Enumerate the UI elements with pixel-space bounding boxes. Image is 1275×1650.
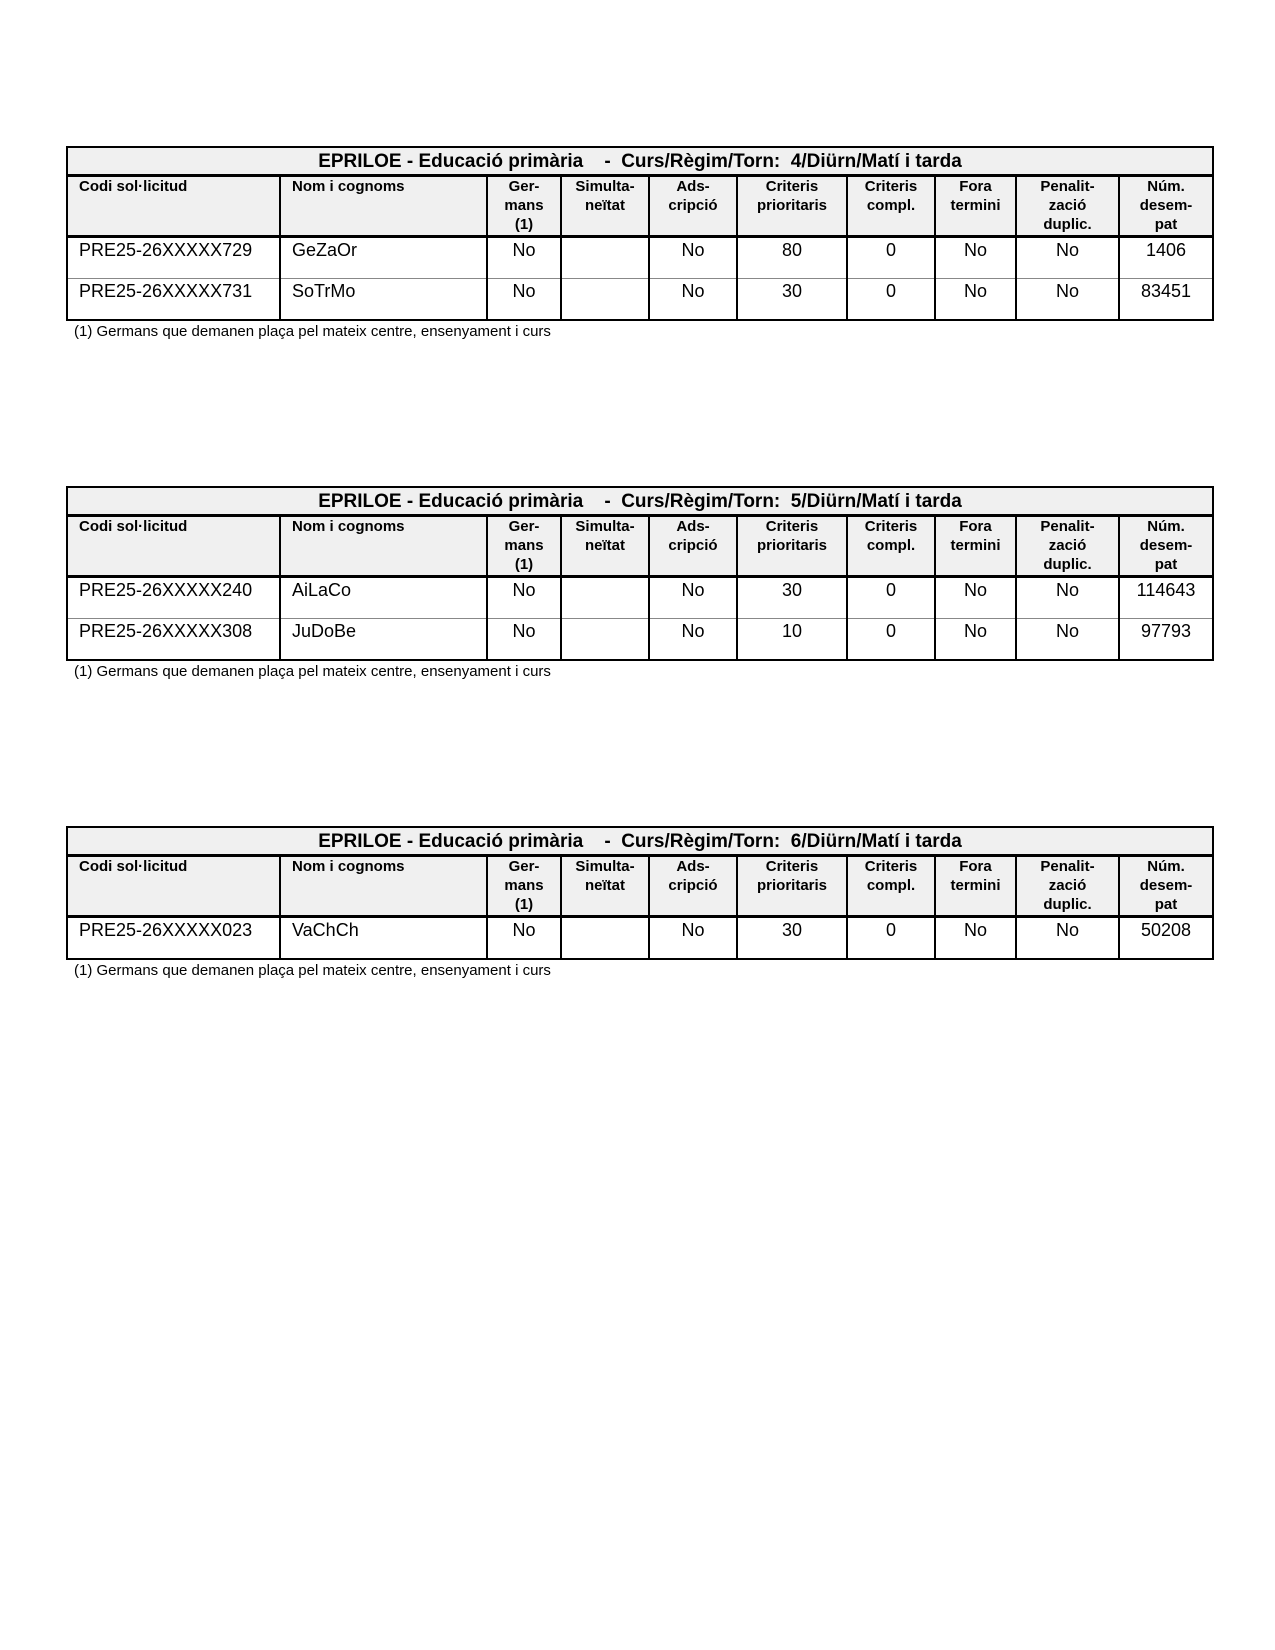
cell-codi: PRE25-26XXXXX729 (67, 237, 280, 279)
cell-penalitzacio: No (1016, 237, 1119, 279)
header-germans: Ger- mans (1) (487, 516, 561, 577)
cell-codi: PRE25-26XXXXX731 (67, 279, 280, 321)
header-criteris-prioritaris: Criteris prioritaris (737, 856, 847, 917)
cell-nom: JuDoBe (280, 619, 487, 661)
cell-criteris-compl: 0 (847, 917, 935, 960)
results-table (66, 146, 1214, 321)
header-criteris-prioritaris: Criteris prioritaris (737, 176, 847, 237)
cell-criteris-compl: 0 (847, 279, 935, 321)
header-penalitzacio: Penalit- zació duplic. (1016, 176, 1119, 237)
header-num-desempat: Núm. desem- pat (1119, 176, 1213, 237)
cell-fora-termini: No (935, 237, 1016, 279)
cell-simultaneitat (561, 237, 649, 279)
header-criteris-compl: Criteris compl. (847, 516, 935, 577)
table-section-3 (66, 826, 1212, 980)
table-section-1 (66, 146, 1212, 341)
header-nom: Nom i cognoms (280, 176, 487, 237)
header-simultaneitat: Simulta- neïtat (561, 516, 649, 577)
header-codi: Codi sol·licitud (67, 516, 280, 577)
table-title: EPRILOE - Educació primària - Curs/Règim/Torn: 5/Diürn/Matí i tarda (67, 487, 1213, 516)
cell-num-desempat: 83451 (1119, 279, 1213, 321)
cell-num-desempat: 97793 (1119, 619, 1213, 661)
table-row (67, 279, 1213, 321)
cell-fora-termini: No (935, 279, 1016, 321)
header-fora-termini: Fora termini (935, 516, 1016, 577)
cell-germans: No (487, 237, 561, 279)
header-criteris-prioritaris: Criteris prioritaris (737, 516, 847, 577)
cell-simultaneitat (561, 619, 649, 661)
cell-simultaneitat (561, 279, 649, 321)
cell-adscripcio: No (649, 237, 737, 279)
table-section-2 (66, 486, 1212, 681)
cell-criteris-prioritaris: 30 (737, 279, 847, 321)
header-fora-termini: Fora termini (935, 856, 1016, 917)
table-row (67, 577, 1213, 619)
header-nom: Nom i cognoms (280, 856, 487, 917)
cell-penalitzacio: No (1016, 279, 1119, 321)
table-row (67, 237, 1213, 279)
header-adscripcio: Ads- cripció (649, 856, 737, 917)
cell-penalitzacio: No (1016, 577, 1119, 619)
cell-criteris-compl: 0 (847, 619, 935, 661)
cell-codi: PRE25-26XXXXX023 (67, 917, 280, 960)
table-row (67, 917, 1213, 960)
header-penalitzacio: Penalit- zació duplic. (1016, 856, 1119, 917)
cell-adscripcio: No (649, 619, 737, 661)
footnote: (1) Germans que demanen plaça pel mateix centre, ensenyament i curs (74, 962, 551, 979)
header-adscripcio: Ads- cripció (649, 516, 737, 577)
cell-fora-termini: No (935, 577, 1016, 619)
header-codi: Codi sol·licitud (67, 856, 280, 917)
table-row (67, 619, 1213, 661)
header-nom: Nom i cognoms (280, 516, 487, 577)
header-penalitzacio: Penalit- zació duplic. (1016, 516, 1119, 577)
cell-fora-termini: No (935, 917, 1016, 960)
cell-nom: GeZaOr (280, 237, 487, 279)
cell-num-desempat: 1406 (1119, 237, 1213, 279)
results-table (66, 826, 1214, 960)
header-criteris-compl: Criteris compl. (847, 856, 935, 917)
cell-num-desempat: 114643 (1119, 577, 1213, 619)
cell-codi: PRE25-26XXXXX308 (67, 619, 280, 661)
cell-criteris-prioritaris: 10 (737, 619, 847, 661)
header-adscripcio: Ads- cripció (649, 176, 737, 237)
header-num-desempat: Núm. desem- pat (1119, 856, 1213, 917)
results-table (66, 486, 1214, 661)
cell-criteris-prioritaris: 80 (737, 237, 847, 279)
table-title: EPRILOE - Educació primària - Curs/Règim/Torn: 6/Diürn/Matí i tarda (67, 827, 1213, 856)
cell-germans: No (487, 619, 561, 661)
cell-criteris-prioritaris: 30 (737, 917, 847, 960)
header-simultaneitat: Simulta- neïtat (561, 176, 649, 237)
cell-nom: AiLaCo (280, 577, 487, 619)
header-num-desempat: Núm. desem- pat (1119, 516, 1213, 577)
cell-penalitzacio: No (1016, 917, 1119, 960)
cell-criteris-compl: 0 (847, 577, 935, 619)
cell-penalitzacio: No (1016, 619, 1119, 661)
cell-criteris-prioritaris: 30 (737, 577, 847, 619)
cell-germans: No (487, 577, 561, 619)
cell-criteris-compl: 0 (847, 237, 935, 279)
cell-adscripcio: No (649, 577, 737, 619)
header-simultaneitat: Simulta- neïtat (561, 856, 649, 917)
header-fora-termini: Fora termini (935, 176, 1016, 237)
cell-simultaneitat (561, 917, 649, 960)
footnote: (1) Germans que demanen plaça pel mateix centre, ensenyament i curs (74, 323, 551, 340)
cell-num-desempat: 50208 (1119, 917, 1213, 960)
header-criteris-compl: Criteris compl. (847, 176, 935, 237)
cell-nom: VaChCh (280, 917, 487, 960)
cell-adscripcio: No (649, 279, 737, 321)
cell-adscripcio: No (649, 917, 737, 960)
header-germans: Ger- mans (1) (487, 856, 561, 917)
cell-nom: SoTrMo (280, 279, 487, 321)
table-title: EPRILOE - Educació primària - Curs/Règim/Torn: 4/Diürn/Matí i tarda (67, 147, 1213, 176)
cell-germans: No (487, 917, 561, 960)
cell-germans: No (487, 279, 561, 321)
cell-simultaneitat (561, 577, 649, 619)
header-codi: Codi sol·licitud (67, 176, 280, 237)
footnote: (1) Germans que demanen plaça pel mateix centre, ensenyament i curs (74, 663, 551, 680)
header-germans: Ger- mans (1) (487, 176, 561, 237)
cell-fora-termini: No (935, 619, 1016, 661)
cell-codi: PRE25-26XXXXX240 (67, 577, 280, 619)
